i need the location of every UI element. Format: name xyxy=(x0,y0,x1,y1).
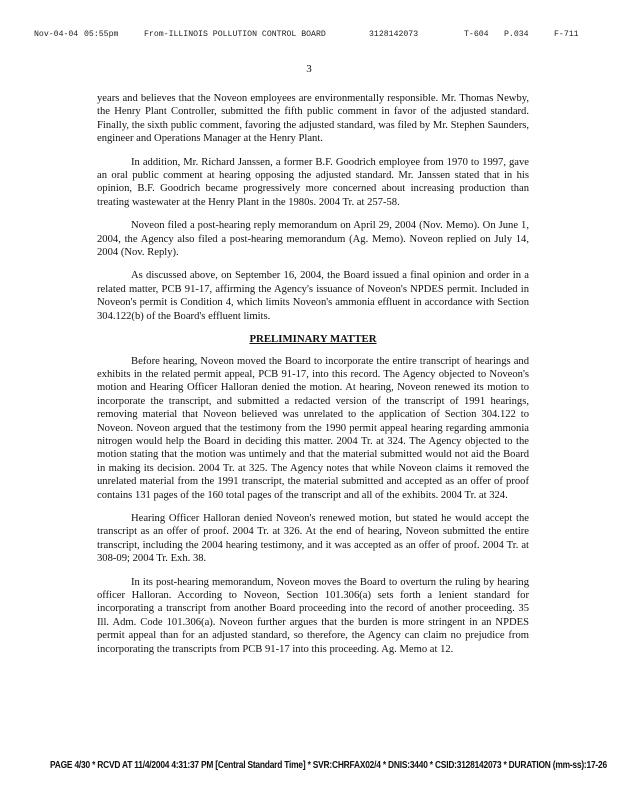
paragraph: In its post-hearing memorandum, Noveon moves the Board to overturn the ruling by hearing officer Halloran. According to Noveon, Section 101.306(a) sets forth a lenient standard for incorporating a transcript from another Board proceeding into the record of another proceeding. 35 Ill. Adm. Code 101.306(a). Noveon further argues that the burden is more stringent in an NPDES permit appeal than for an adjusted standard, so therefore, the Agency can claim no prejudice from incorporating the transcripts from PCB 91-17 into this proceeding. Ag. Memo at 12. xyxy=(97,576,529,655)
fax-receipt-footer: PAGE 4/30 * RCVD AT 11/4/2004 4:31:37 PM [Central Standard Time] * SVR:CHRFAX02/4 * DNIS:3440 * CSID:3128142073 * DURATION (mm-ss):17-26 xyxy=(50,758,607,771)
document-body xyxy=(97,92,529,666)
fax-page: P.034 xyxy=(504,30,529,39)
section-heading: PRELIMINARY MATTER xyxy=(249,333,377,346)
page-number: 3 xyxy=(306,63,312,75)
fax-sender: From-ILLINOIS POLLUTION CONTROL BOARD xyxy=(144,30,326,39)
paragraph: In addition, Mr. Richard Janssen, a former B.F. Goodrich employee from 1970 to 1997, gave an oral public comment at hearing opposing the adjusted standard. Mr. Janssen stated that in his opinion, B.F. Goodrich became progressively more concerned about increasing production than treating wastewater at the Henry Plant in the 1980s. 2004 Tr. at 257-58. xyxy=(97,156,529,208)
fax-job: F-711 xyxy=(554,30,579,39)
paragraph: Hearing Officer Halloran denied Noveon's renewed motion, but stated he would accept the transcript as an offer of proof. 2004 Tr. at 326. At the end of hearing, Noveon submitted the entire transcript, including the 2004 hearing testimony, and it was accepted as an offer of proof. 2004 Tr. at 308-09; 2004 Tr. Exh. 38. xyxy=(97,512,529,565)
fax-tx-number: T-604 xyxy=(464,30,489,39)
paragraph: As discussed above, on September 16, 2004, the Board issued a final opinion and order in a related matter, PCB 91-17, affirming the Agency's issuance of Noveon's NPDES permit. Included in Noveon's permit is Condition 4, which limits Noveon's ammonia effluent in accordance with Section 304.122(b) of the Board's effluent limits. xyxy=(97,270,529,322)
fax-time: 05:55pm xyxy=(84,30,119,39)
fax-date: Nov-04-04 xyxy=(34,30,79,39)
paragraph: Before hearing, Noveon moved the Board to incorporate the entire transcript of hearings and exhibits in the related permit appeal, PCB 91-17, into this record. The Agency objected to Noveon's motion and Hearing Officer Halloran denied the motion. At hearing, Noveon renewed its motion to incorporate the transcript, and submitted a redacted version of the transcript of 1991 hearings, removing material that Noveon believed was unrelated to the application of Section 304.122 to Noveon. Noveon argued that the testimony from the 1990 permit appeal hearing regarding ammonia nitrogen would help the Board in deciding this matter. 2004 Tr. at 324. The Agency objected to the motion stating that the motion was untimely and that the material submitted would not aid the Board in making its decision. 2004 Tr. at 325. The Agency notes that while Noveon claims it removed the unrelated material from the 1991 transcript, the material submitted and accepted as an offer of proof contains 131 pages of the 160 total pages of the transcript and all of the exhibits. 2004 Tr. at 324. xyxy=(97,355,529,501)
paragraph: Noveon filed a post-hearing reply memorandum on April 29, 2004 (Nov. Memo). On June 1, 2004, the Agency also filed a post-hearing memorandum (Ag. Memo). Noveon replied on July 14, 2004 (Nov. Reply). xyxy=(97,220,529,259)
paragraph: years and believes that the Noveon employees are environmentally responsible. Mr. Thomas Newby, the Henry Plant Controller, submitted the fifth public comment in favor of the adjusted standard. Finally, the sixth public comment, favoring the adjusted standard, was filed by Mr. Stephen Saunders, engineer and Operations Manager at the Henry Plant. xyxy=(97,93,529,145)
fax-phone: 3128142073 xyxy=(369,30,419,39)
